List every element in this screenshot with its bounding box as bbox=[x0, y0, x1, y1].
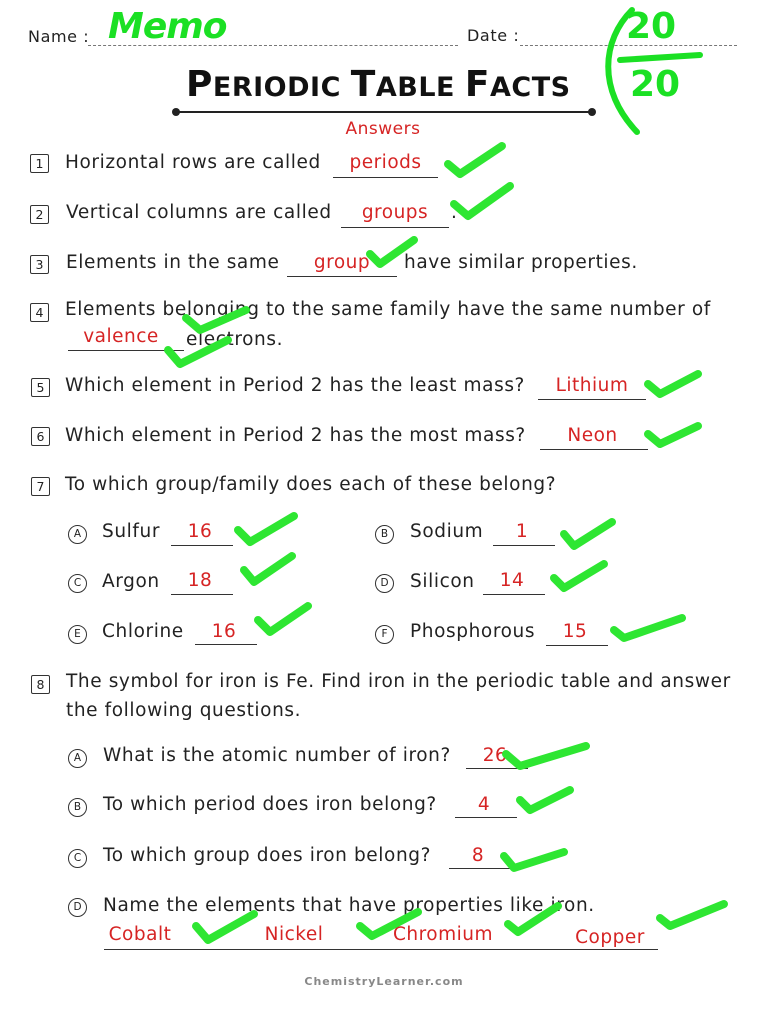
checkmark-icon bbox=[500, 898, 566, 938]
checkmark-icon bbox=[446, 176, 518, 224]
answer-blank[interactable] bbox=[455, 817, 517, 818]
answer-text: 1 bbox=[515, 521, 529, 542]
question-text-end: . bbox=[451, 202, 458, 223]
answer-blank[interactable] bbox=[538, 399, 646, 400]
question-text-line2: the following questions. bbox=[66, 700, 302, 721]
option-label: Phosphorous bbox=[410, 621, 536, 642]
checkmark-icon bbox=[640, 364, 706, 404]
answer-text: group bbox=[313, 252, 371, 273]
answer-blank[interactable] bbox=[540, 449, 648, 450]
question-number: 3 bbox=[30, 255, 49, 274]
option-label: To which group does iron belong? bbox=[103, 845, 432, 866]
answer-blank[interactable] bbox=[171, 545, 233, 546]
date-label: Date : bbox=[467, 26, 520, 45]
option-label: What is the atomic number of iron? bbox=[103, 745, 451, 766]
answer-text: 4 bbox=[477, 794, 491, 815]
question-text: Elements in the same bbox=[66, 252, 280, 273]
checkmark-icon bbox=[546, 556, 612, 596]
option-label: Argon bbox=[102, 571, 160, 592]
option-letter: B bbox=[68, 798, 87, 817]
answer-text: 8 bbox=[471, 845, 485, 866]
answer-blank[interactable] bbox=[171, 594, 233, 595]
question-text-end: have similar properties. bbox=[404, 252, 638, 273]
question-number: 2 bbox=[30, 205, 49, 224]
answer-text: Cobalt bbox=[108, 924, 172, 945]
checkmark-icon bbox=[188, 904, 262, 948]
question-text: Which element in Period 2 has the most mass? bbox=[65, 425, 526, 446]
footer-credit: ChemistryLearner.com bbox=[304, 975, 464, 988]
option-letter: D bbox=[375, 574, 394, 593]
answer-blank[interactable] bbox=[333, 177, 438, 178]
question-text: Which element in Period 2 has the least mass? bbox=[65, 375, 525, 396]
answer-text: 26 bbox=[482, 745, 508, 766]
answer-line[interactable] bbox=[104, 949, 658, 950]
option-letter: C bbox=[68, 574, 87, 593]
question-number: 6 bbox=[31, 427, 50, 446]
question-number: 7 bbox=[31, 477, 50, 496]
checkmark-icon bbox=[362, 232, 422, 272]
question-text: To which group/family does each of these belong? bbox=[65, 474, 557, 495]
question-text-end: electrons. bbox=[186, 329, 284, 350]
page-title: PERIODIC TABLE FACTS bbox=[186, 64, 571, 105]
question-text: Horizontal rows are called bbox=[65, 152, 321, 173]
answer-blank[interactable] bbox=[493, 545, 555, 546]
answer-blank[interactable] bbox=[287, 276, 397, 277]
option-letter: A bbox=[68, 749, 87, 768]
question-text: Elements belonging to the same family have the same number of bbox=[65, 299, 711, 320]
option-letter: C bbox=[68, 849, 87, 868]
option-letter: A bbox=[68, 525, 87, 544]
checkmark-icon bbox=[512, 782, 578, 818]
answer-text: Neon bbox=[567, 425, 618, 446]
option-label: Silicon bbox=[410, 571, 475, 592]
answer-text: 14 bbox=[499, 570, 525, 591]
option-letter: D bbox=[68, 898, 87, 917]
option-letter: B bbox=[375, 525, 394, 544]
answer-text: Chromium bbox=[392, 924, 494, 945]
option-letter: E bbox=[68, 625, 87, 644]
question-text: Vertical columns are called bbox=[66, 202, 332, 223]
checkmark-icon bbox=[496, 840, 572, 876]
checkmark-icon bbox=[230, 508, 300, 550]
checkmark-icon bbox=[158, 330, 238, 372]
answer-text: Lithium bbox=[555, 375, 629, 396]
handwritten-name: Memo bbox=[108, 6, 227, 47]
checkmark-icon bbox=[352, 904, 426, 944]
answer-blank[interactable] bbox=[341, 227, 449, 228]
checkmark-icon bbox=[640, 414, 706, 454]
option-label: Name the elements that have properties like iron. bbox=[103, 895, 595, 916]
answer-text: 16 bbox=[211, 621, 237, 642]
score-numerator: 20 bbox=[626, 6, 677, 47]
title-underline bbox=[176, 111, 592, 113]
checkmark-icon bbox=[498, 734, 594, 774]
option-label: Sodium bbox=[410, 521, 484, 542]
answer-blank[interactable] bbox=[546, 645, 608, 646]
answer-text: Nickel bbox=[264, 924, 324, 945]
option-label: To which period does iron belong? bbox=[103, 794, 437, 815]
answer-blank[interactable] bbox=[195, 644, 257, 645]
checkmark-icon bbox=[652, 894, 732, 936]
answer-blank[interactable] bbox=[483, 594, 545, 595]
answer-text: Copper bbox=[575, 927, 645, 948]
answer-text: 16 bbox=[187, 521, 213, 542]
name-label: Name : bbox=[28, 27, 90, 46]
answer-text: 18 bbox=[187, 570, 213, 591]
question-number: 1 bbox=[30, 154, 49, 173]
checkmark-icon bbox=[250, 600, 316, 640]
option-letter: F bbox=[375, 625, 394, 644]
checkmark-icon bbox=[236, 550, 300, 590]
checkmark-icon bbox=[606, 610, 690, 646]
answer-text: groups bbox=[361, 202, 429, 223]
option-label: Chlorine bbox=[102, 621, 184, 642]
question-number: 8 bbox=[31, 675, 50, 694]
title-underline-dot-left bbox=[172, 108, 180, 116]
checkmark-icon bbox=[556, 514, 620, 554]
answer-text: periods bbox=[349, 152, 422, 173]
option-label: Sulfur bbox=[102, 521, 161, 542]
answer-text: 15 bbox=[562, 621, 588, 642]
question-number: 4 bbox=[30, 303, 49, 322]
question-number: 5 bbox=[31, 378, 50, 397]
score-denominator: 20 bbox=[630, 64, 681, 105]
question-text: The symbol for iron is Fe. Find iron in the periodic table and answer bbox=[66, 671, 731, 692]
answer-text: valence bbox=[83, 326, 159, 347]
subtitle-answers: Answers bbox=[345, 119, 421, 139]
